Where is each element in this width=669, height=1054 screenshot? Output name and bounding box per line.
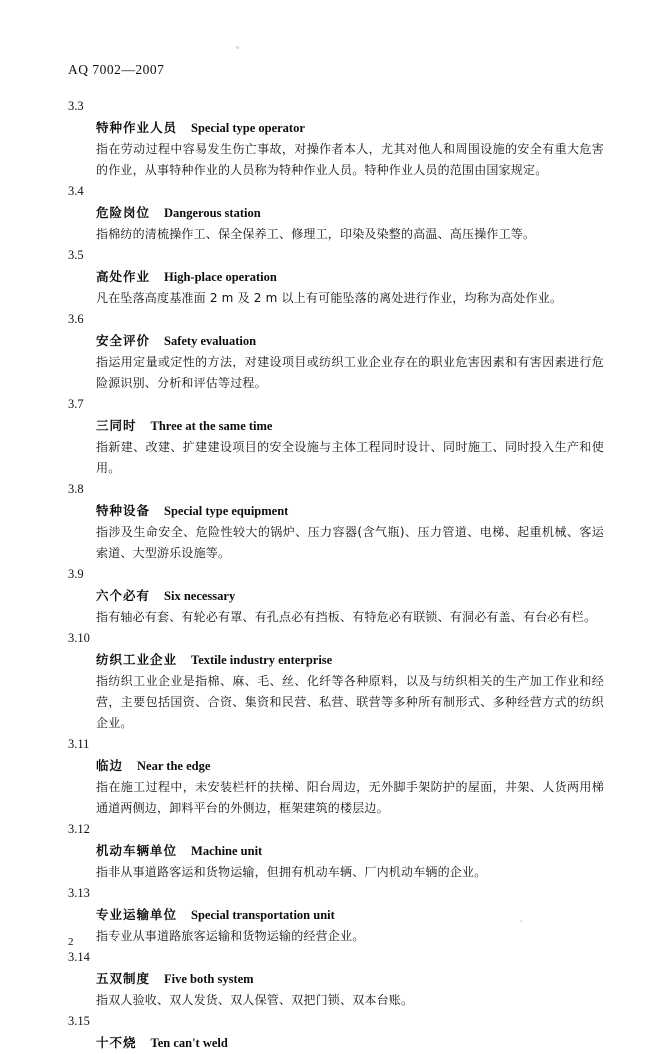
clause-term-en: Textile industry enterprise	[191, 653, 333, 667]
clause-term	[96, 116, 604, 139]
clause-number: 3.13	[68, 886, 90, 900]
clause-entry	[68, 309, 604, 394]
clause-text: 指在劳动过程中容易发生伤亡事故，对操作者本人，尤其对他人和周围设施的安全有重大危害的作业，从事特种作业的人员称为特种作业人员。特种作业人员的范围由国家规定。	[96, 142, 604, 177]
clause-entry	[68, 734, 604, 819]
clause-term-en: Three at the same time	[150, 419, 273, 433]
clause-term	[96, 754, 604, 777]
page-number: 2	[68, 936, 74, 948]
clause-term-en: Near the edge	[137, 759, 211, 773]
clause-term	[96, 584, 604, 607]
clause-entry	[68, 883, 604, 947]
clause-number: 3.15	[68, 1014, 90, 1028]
clause-entry	[68, 1011, 604, 1054]
clause-entry	[68, 564, 604, 628]
clause-number: 3.10	[68, 631, 90, 645]
clause-text: 指涉及生命安全、危险性较大的锅炉、压力容器(含气瓶)、压力管道、电梯、起重机械、客运索道、大型游乐设施等。	[96, 525, 604, 560]
document-header: AQ 7002—2007	[68, 62, 165, 77]
clause-number: 3.7	[68, 397, 84, 411]
clause-term-en: Special transportation unit	[191, 908, 335, 922]
clause-term	[96, 265, 604, 288]
clause-text: 指运用定量或定性的方法，对建设项目或纺织工业企业存在的职业危害因素和有害因素进行危险源识别、分析和评估等过程。	[96, 355, 604, 390]
clause-entry	[68, 819, 604, 883]
clause-entry	[68, 628, 604, 734]
clause-term-en: Six necessary	[164, 589, 236, 603]
clause-term-en: High-place operation	[164, 270, 277, 284]
clause-number: 3.12	[68, 822, 90, 836]
clause-number: 3.5	[68, 248, 84, 262]
clause-term-cn: 机动车辆单位	[96, 843, 178, 858]
clause-term-cn: 危险岗位	[96, 205, 151, 220]
clause-number: 3.3	[68, 99, 84, 113]
clause-term-cn: 纺织工业企业	[96, 652, 178, 667]
clause-term	[96, 499, 604, 522]
clause-text: 指专业从事道路旅客运输和货物运输的经营企业。	[96, 929, 365, 943]
clause-text: 指双人验收、双人发货、双人保管、双把门锁、双本台账。	[96, 993, 414, 1007]
clause-text: 指棉纺的清梳操作工、保全保养工、修理工，印染及染整的高温、高压操作工等。	[96, 227, 536, 241]
clause-term-cn: 特种作业人员	[96, 120, 178, 135]
clause-text: 指在施工过程中，未安装栏杆的扶梯、阳台周边，无外脚手架防护的屋面，井架、人货两用梯通道两侧边，卸料平台的外侧边，框架建筑的楼层边。	[96, 780, 604, 815]
clause-entry	[68, 394, 604, 479]
clause-term-en: Machine unit	[191, 844, 263, 858]
clause-text: 指新建、改建、扩建建设项目的安全设施与主体工程同时设计、同时施工、同时投入生产和使用。	[96, 440, 604, 475]
clause-entry	[68, 96, 604, 181]
clause-number: 3.4	[68, 184, 84, 198]
clause-term-cn: 临边	[96, 758, 124, 773]
clause-term	[96, 903, 604, 926]
clause-term-en: Safety evaluation	[164, 334, 257, 348]
clause-entry	[68, 181, 604, 245]
clause-text: 指非从事道路客运和货物运输，但拥有机动车辆、厂内机动车辆的企业。	[96, 865, 487, 879]
clause-term	[96, 648, 604, 671]
clause-term-en: Special type operator	[191, 121, 305, 135]
clause-term-en: Special type equipment	[164, 504, 289, 518]
clause-term-en: Five both system	[164, 972, 254, 986]
clause-term-cn: 三同时	[96, 418, 137, 433]
clause-term-cn: 十不烧	[96, 1035, 137, 1050]
scan-speck	[236, 46, 239, 49]
clause-number: 3.11	[68, 737, 90, 751]
clause-entry	[68, 245, 604, 309]
clause-term-cn: 五双制度	[96, 971, 151, 986]
clause-number: 3.8	[68, 482, 84, 496]
clause-term-cn: 六个必有	[96, 588, 151, 603]
clause-text: 凡在坠落高度基准面 2 m 及 2 m 以上有可能坠落的离处进行作业，均称为高处作业。	[96, 291, 563, 305]
document-body	[68, 96, 604, 1054]
clause-term-cn: 安全评价	[96, 333, 151, 348]
clause-term	[96, 967, 604, 990]
clause-number: 3.9	[68, 567, 84, 581]
clause-term-en: Dangerous station	[164, 206, 261, 220]
clause-term	[96, 414, 604, 437]
clause-term-cn: 专业运输单位	[96, 907, 178, 922]
clause-text: 指有轴必有套、有轮必有罩、有孔点必有挡板、有特危必有联锁、有洞必有盖、有台必有栏。	[96, 610, 597, 624]
clause-term-cn: 特种设备	[96, 503, 151, 518]
clause-term	[96, 329, 604, 352]
clause-number: 3.6	[68, 312, 84, 326]
clause-term	[96, 1031, 604, 1054]
clause-term-cn: 高处作业	[96, 269, 151, 284]
clause-entry	[68, 947, 604, 1011]
clause-number: 3.14	[68, 950, 90, 964]
clause-term-en: Ten can't weld	[150, 1036, 228, 1050]
clause-term	[96, 201, 604, 224]
clause-text: 指纺织工业企业是指棉、麻、毛、丝、化纤等各种原料，以及与纺织相关的生产加工作业和经营，主要包括国资、合资、集资和民营、私营、联营等多种所有制形式、多种经营方式的纺织企业。	[96, 674, 604, 730]
clause-term	[96, 839, 604, 862]
clause-entry	[68, 479, 604, 564]
